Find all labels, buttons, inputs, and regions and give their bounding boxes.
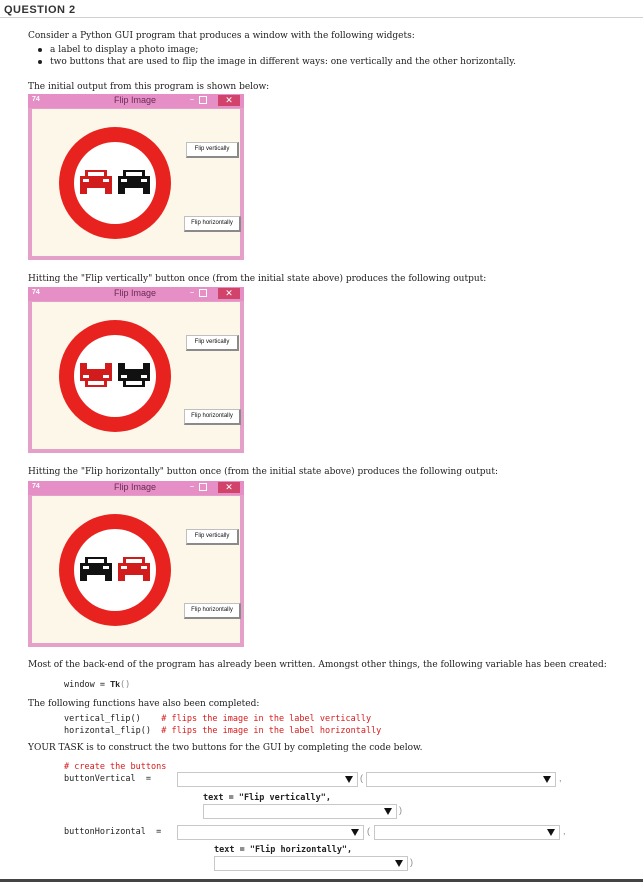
button-vertical-parent-dropdown[interactable] bbox=[366, 772, 556, 787]
title-bar bbox=[28, 481, 244, 495]
function-comment: # flips the image in the label horizontally bbox=[161, 726, 382, 736]
function-line bbox=[64, 713, 371, 725]
button-vertical-var: buttonVertical = bbox=[64, 774, 151, 784]
bullet-item bbox=[38, 44, 198, 56]
function-code: vertical_flip() bbox=[64, 714, 151, 724]
button-horizontal-text-arg: text = "Flip horizontally", bbox=[214, 845, 353, 855]
open-paren: ( bbox=[367, 826, 370, 836]
tk-window-flipped-vertically bbox=[28, 287, 244, 453]
functions-text: The following functions have also been completed: bbox=[28, 699, 260, 709]
code-parens: () bbox=[120, 680, 131, 690]
comma: , bbox=[559, 773, 562, 783]
code-eq: = bbox=[99, 680, 105, 690]
flip-horizontally-button[interactable]: Flip horizontally bbox=[184, 603, 241, 619]
button-horizontal-widget-dropdown[interactable] bbox=[177, 825, 364, 840]
dropdown-arrow-icon bbox=[543, 776, 551, 783]
initial-caption: The initial output from this program is shown below: bbox=[28, 82, 270, 92]
window-title: Flip Image bbox=[114, 288, 157, 298]
bullet-item bbox=[38, 56, 516, 68]
dropdown-arrow-icon bbox=[384, 808, 392, 815]
button-horizontal-command-dropdown[interactable] bbox=[214, 856, 408, 871]
close-icon[interactable]: ✕ bbox=[218, 482, 240, 493]
bullet-dot bbox=[38, 48, 42, 52]
minimize-icon[interactable]: – bbox=[189, 95, 195, 105]
button-vertical-widget-dropdown[interactable] bbox=[177, 772, 358, 787]
function-comment: # flips the image in the label vertically bbox=[161, 714, 372, 724]
tk-window-flipped-horizontally bbox=[28, 481, 244, 647]
dropdown-arrow-icon bbox=[351, 829, 359, 836]
code-tk: Tk bbox=[110, 679, 121, 689]
flip-vertical-caption: Hitting the "Flip vertically" button once (from the initial state above) produces the following output: bbox=[28, 274, 487, 284]
intro-text: Consider a Python GUI program that produces a window with the following widgets: bbox=[28, 31, 415, 41]
maximize-icon[interactable] bbox=[199, 483, 207, 491]
flip-horizontally-button[interactable]: Flip horizontally bbox=[184, 409, 241, 425]
window-title: Flip Image bbox=[114, 95, 157, 105]
minimize-icon[interactable]: – bbox=[189, 288, 195, 298]
window-title: Flip Image bbox=[114, 482, 157, 492]
code-var: window bbox=[64, 680, 95, 690]
backend-text: Most of the back-end of the program has already been written. Amongst other things, the following variable has been created: bbox=[28, 660, 607, 670]
function-line bbox=[64, 725, 381, 737]
close-paren: ) bbox=[410, 857, 413, 867]
button-horizontal-var: buttonHorizontal = bbox=[64, 827, 162, 837]
dropdown-arrow-icon bbox=[395, 860, 403, 867]
window-body bbox=[32, 302, 240, 449]
flip-horizontally-button[interactable]: Flip horizontally bbox=[184, 216, 241, 232]
close-icon[interactable]: ✕ bbox=[218, 95, 240, 106]
flip-vertically-button[interactable]: Flip vertically bbox=[186, 335, 239, 351]
tk-app-icon: 74 bbox=[32, 96, 40, 103]
bullet-text: two buttons that are used to flip the image in different ways: one vertically and the other horizontally. bbox=[50, 57, 517, 67]
maximize-icon[interactable] bbox=[199, 96, 207, 104]
bullet-text: a label to display a photo image; bbox=[50, 45, 199, 55]
bottom-divider bbox=[0, 879, 643, 882]
window-body bbox=[32, 109, 240, 256]
window-var-code bbox=[64, 678, 130, 691]
no-overtaking-sign-flipped-horizontally bbox=[54, 509, 176, 631]
button-vertical-text-arg: text = "Flip vertically", bbox=[203, 793, 331, 803]
flip-vertically-button[interactable]: Flip vertically bbox=[186, 142, 239, 158]
task-text: YOUR TASK is to construct the two buttons for the GUI by completing the code below. bbox=[28, 743, 423, 753]
question-heading: QUESTION 2 bbox=[0, 0, 643, 18]
title-bar bbox=[28, 287, 244, 301]
maximize-icon[interactable] bbox=[199, 289, 207, 297]
minimize-icon[interactable]: – bbox=[189, 482, 195, 492]
tk-app-icon: 74 bbox=[32, 289, 40, 296]
close-paren: ) bbox=[399, 805, 402, 815]
flip-horizontal-caption: Hitting the "Flip horizontally" button once (from the initial state above) produces the following output: bbox=[28, 467, 498, 477]
code-comment: # create the buttons bbox=[64, 762, 167, 772]
dropdown-arrow-icon bbox=[345, 776, 353, 783]
close-icon[interactable]: ✕ bbox=[218, 288, 240, 299]
dropdown-arrow-icon bbox=[547, 829, 555, 836]
bullet-dot bbox=[38, 60, 42, 64]
no-overtaking-sign-image bbox=[54, 122, 176, 244]
flip-vertically-button[interactable]: Flip vertically bbox=[186, 529, 239, 545]
tk-window-initial bbox=[28, 94, 244, 260]
tk-app-icon: 74 bbox=[32, 483, 40, 490]
comma: , bbox=[563, 826, 566, 836]
window-body bbox=[32, 496, 240, 643]
title-bar bbox=[28, 94, 244, 108]
function-code: horizontal_flip() bbox=[64, 726, 151, 736]
no-overtaking-sign-flipped-vertically bbox=[54, 315, 176, 437]
button-horizontal-parent-dropdown[interactable] bbox=[374, 825, 560, 840]
button-vertical-command-dropdown[interactable] bbox=[203, 804, 397, 819]
open-paren: ( bbox=[360, 773, 363, 783]
